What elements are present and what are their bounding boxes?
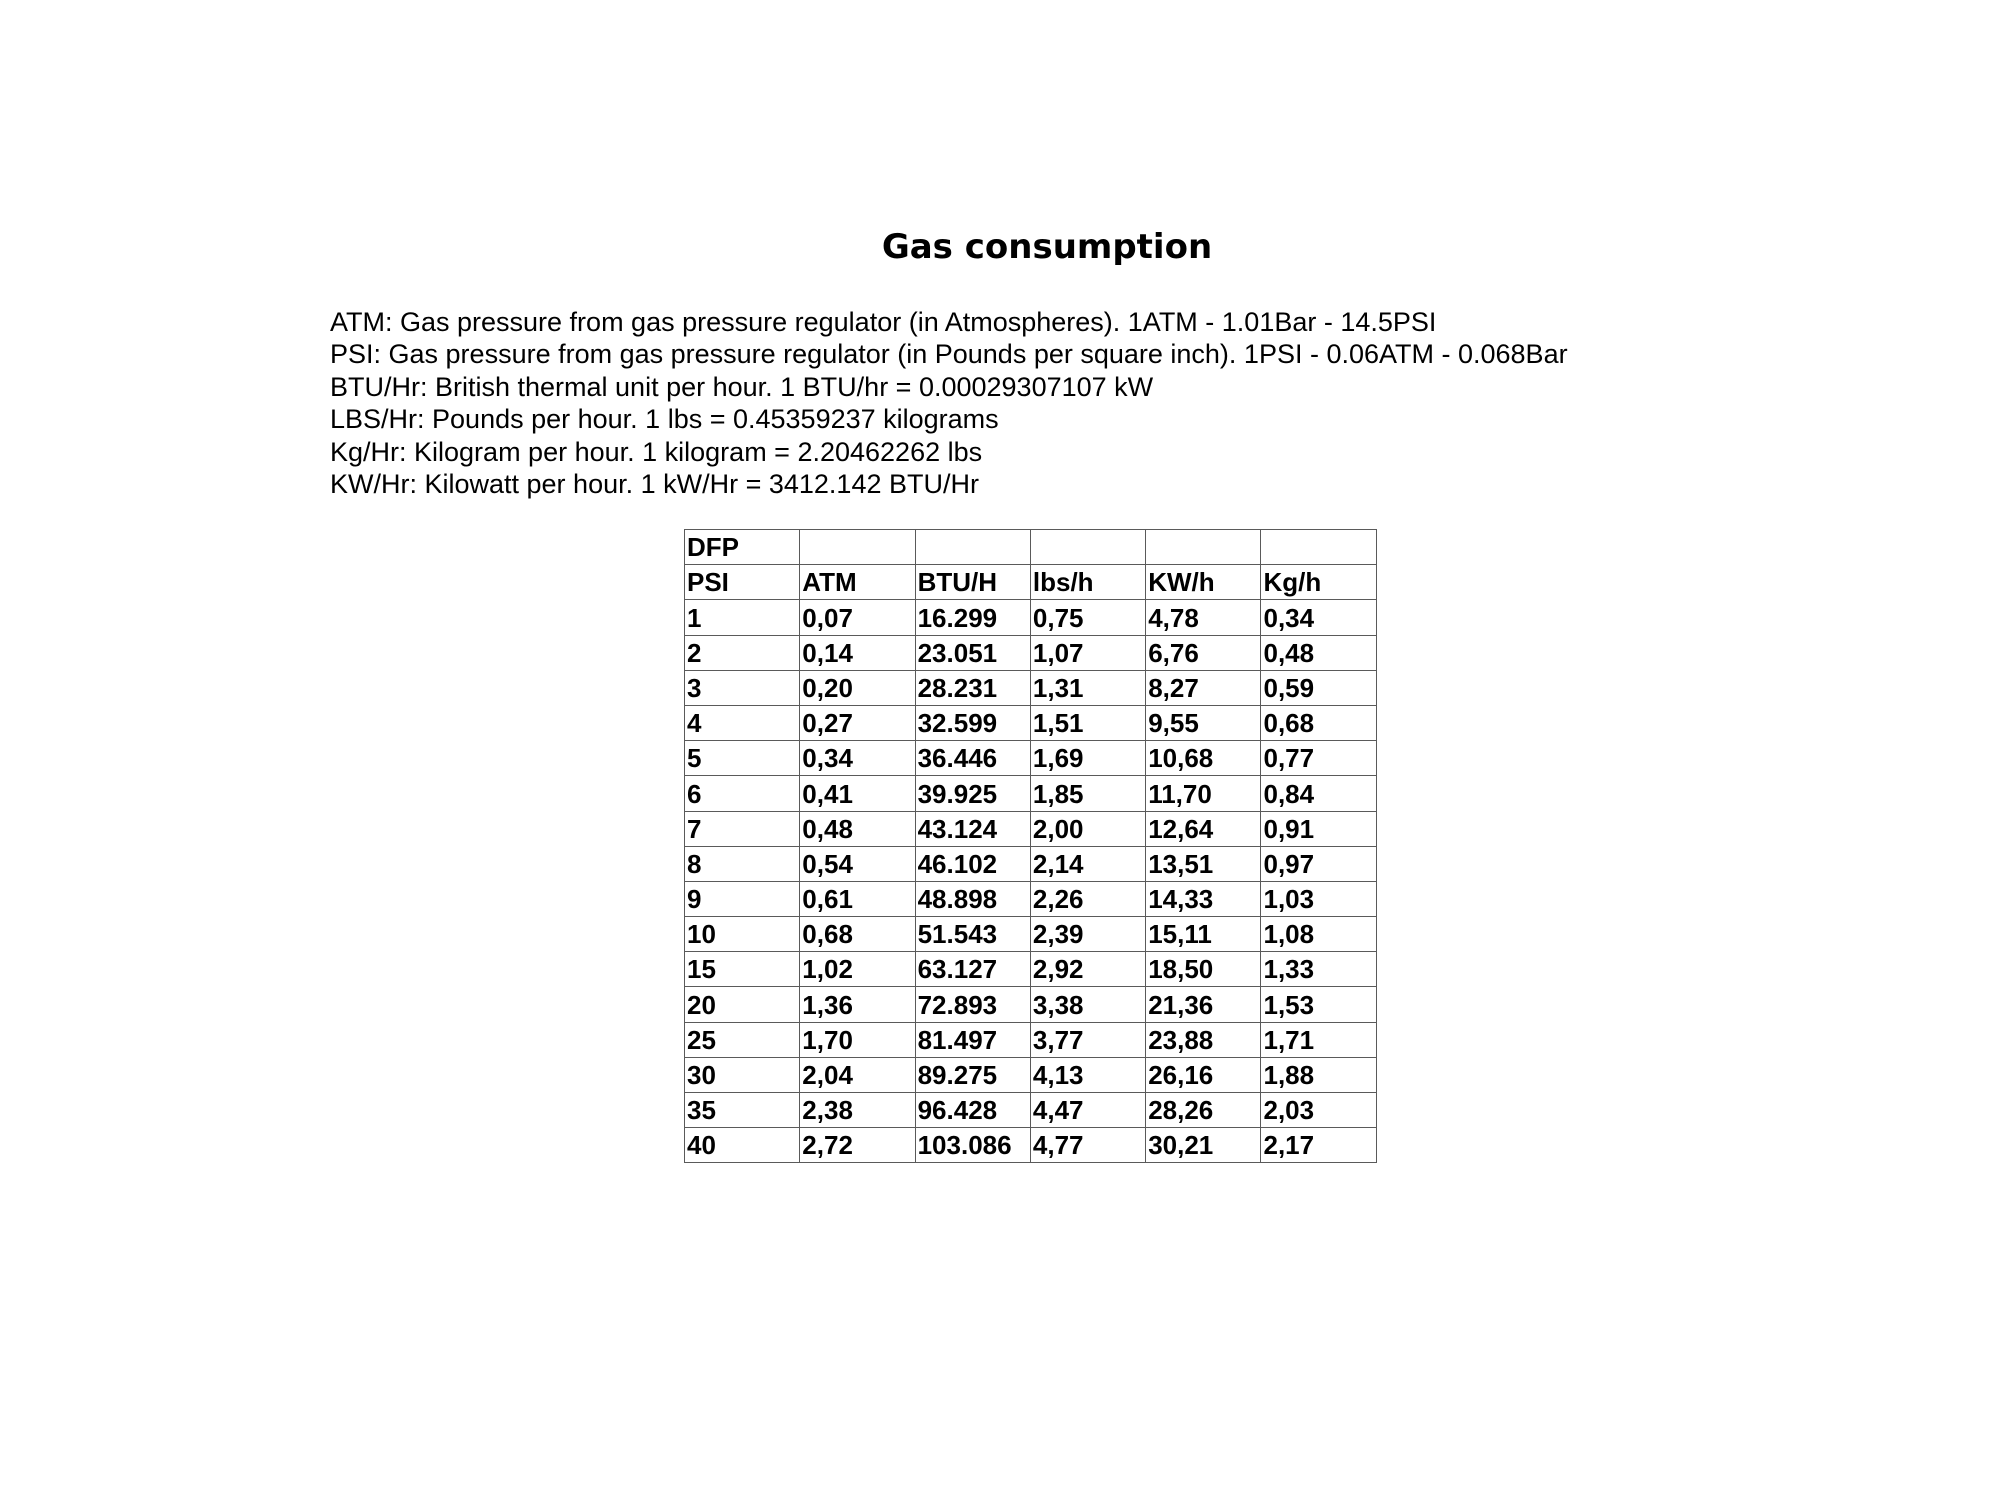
table-cell: 3,38	[1030, 987, 1145, 1022]
table-cell: 2,04	[800, 1057, 915, 1092]
table-cell: 89.275	[915, 1057, 1030, 1092]
table-cell: 16.299	[915, 600, 1030, 635]
model-row	[685, 530, 1377, 565]
table-cell: 11,70	[1146, 776, 1261, 811]
table-cell: 0,34	[1261, 600, 1376, 635]
table-cell: 20	[685, 987, 800, 1022]
table-cell: 51.543	[915, 917, 1030, 952]
table-cell: 1,33	[1261, 952, 1376, 987]
table-cell: 1,85	[1030, 776, 1145, 811]
table-cell: 15,11	[1146, 917, 1261, 952]
table-cell: 40	[685, 1128, 800, 1163]
table-cell: 2,14	[1030, 846, 1145, 881]
table-row	[685, 600, 1377, 635]
table-cell: 0,34	[800, 741, 915, 776]
table-row	[685, 1093, 1377, 1128]
table-cell: 1,03	[1261, 881, 1376, 916]
table-cell: 2,72	[800, 1128, 915, 1163]
table-cell: 0,27	[800, 705, 915, 740]
table-cell: 2,26	[1030, 881, 1145, 916]
table-cell: 2,00	[1030, 811, 1145, 846]
table-cell: 4,13	[1030, 1057, 1145, 1092]
model-cell	[1261, 530, 1376, 565]
definition-btu-hr: BTU/Hr: British thermal unit per hour. 1 BTU/hr = 0.00029307107 kW	[330, 371, 1154, 402]
page-title: Gas consumption	[881, 227, 1213, 267]
table-cell: 15	[685, 952, 800, 987]
gas-consumption-table	[684, 529, 1377, 1163]
table-cell: 0,84	[1261, 776, 1376, 811]
table-row	[685, 635, 1377, 670]
table-cell: 1,71	[1261, 1022, 1376, 1057]
table-cell: 46.102	[915, 846, 1030, 881]
definition-lbs-hr: LBS/Hr: Pounds per hour. 1 lbs = 0.45359237 kilograms	[330, 404, 999, 435]
table-cell: 13,51	[1146, 846, 1261, 881]
table-cell: 5	[685, 741, 800, 776]
table-cell: 43.124	[915, 811, 1030, 846]
table-cell: 1,31	[1030, 670, 1145, 705]
table-cell: 1,02	[800, 952, 915, 987]
column-header: BTU/H	[915, 565, 1030, 600]
table-cell: 4,78	[1146, 600, 1261, 635]
table-cell: 12,64	[1146, 811, 1261, 846]
table-cell: 0,54	[800, 846, 915, 881]
table-cell: 1,51	[1030, 705, 1145, 740]
table-row	[685, 776, 1377, 811]
table-cell: 39.925	[915, 776, 1030, 811]
table-cell: 4	[685, 705, 800, 740]
table-cell: 0,07	[800, 600, 915, 635]
table-cell: 0,59	[1261, 670, 1376, 705]
table-cell: 0,75	[1030, 600, 1145, 635]
table-cell: 8,27	[1146, 670, 1261, 705]
column-header: ATM	[800, 565, 915, 600]
definition-psi: PSI: Gas pressure from gas pressure regulator (in Pounds per square inch). 1PSI - 0.06ATM - 0.068Bar	[330, 339, 1568, 370]
table-cell: 7	[685, 811, 800, 846]
table-cell: 0,77	[1261, 741, 1376, 776]
table-cell: 2	[685, 635, 800, 670]
table-cell: 3	[685, 670, 800, 705]
table-cell: 0,20	[800, 670, 915, 705]
column-header: KW/h	[1146, 565, 1261, 600]
table-cell: 96.428	[915, 1093, 1030, 1128]
table-row	[685, 846, 1377, 881]
table-cell: 36.446	[915, 741, 1030, 776]
table-row	[685, 1128, 1377, 1163]
table-cell: 1,53	[1261, 987, 1376, 1022]
table-cell: 28.231	[915, 670, 1030, 705]
table-cell: 2,38	[800, 1093, 915, 1128]
table-cell: 21,36	[1146, 987, 1261, 1022]
table-cell: 81.497	[915, 1022, 1030, 1057]
table-row	[685, 917, 1377, 952]
column-header: PSI	[685, 565, 800, 600]
table-row	[685, 741, 1377, 776]
table-cell: 0,68	[1261, 705, 1376, 740]
table-cell: 8	[685, 846, 800, 881]
table-cell: 23,88	[1146, 1022, 1261, 1057]
table-cell: 28,26	[1146, 1093, 1261, 1128]
table-row	[685, 705, 1377, 740]
table-cell: 14,33	[1146, 881, 1261, 916]
table-row	[685, 1022, 1377, 1057]
definition-kw-hr: KW/Hr: Kilowatt per hour. 1 kW/Hr = 3412.142 BTU/Hr	[330, 469, 979, 500]
table-cell: 1,07	[1030, 635, 1145, 670]
table-cell: 18,50	[1146, 952, 1261, 987]
table-row	[685, 881, 1377, 916]
table-cell: 103.086	[915, 1128, 1030, 1163]
definition-kg-hr: Kg/Hr: Kilogram per hour. 1 kilogram = 2.20462262 lbs	[330, 436, 983, 467]
table-cell: 2,17	[1261, 1128, 1376, 1163]
table-cell: 1,69	[1030, 741, 1145, 776]
table-cell: 0,61	[800, 881, 915, 916]
table-cell: 1,70	[800, 1022, 915, 1057]
table-cell: 30,21	[1146, 1128, 1261, 1163]
table-cell: 0,14	[800, 635, 915, 670]
table-cell: 1,36	[800, 987, 915, 1022]
model-cell	[1146, 530, 1261, 565]
table-cell: 6	[685, 776, 800, 811]
table-cell: 2,39	[1030, 917, 1145, 952]
table-cell: 1	[685, 600, 800, 635]
table-cell: 72.893	[915, 987, 1030, 1022]
table-body	[685, 530, 1377, 1163]
model-cell	[1030, 530, 1145, 565]
header-row	[685, 565, 1377, 600]
table-cell: 0,48	[1261, 635, 1376, 670]
table-cell: 0,68	[800, 917, 915, 952]
column-header: lbs/h	[1030, 565, 1145, 600]
table-row	[685, 1057, 1377, 1092]
table-cell: 4,77	[1030, 1128, 1145, 1163]
table-cell: 10	[685, 917, 800, 952]
table-cell: 1,08	[1261, 917, 1376, 952]
table-cell: 4,47	[1030, 1093, 1145, 1128]
model-cell	[800, 530, 915, 565]
table-cell: 0,91	[1261, 811, 1376, 846]
table-row	[685, 811, 1377, 846]
table-row	[685, 952, 1377, 987]
table-cell: 9,55	[1146, 705, 1261, 740]
table-cell: 3,77	[1030, 1022, 1145, 1057]
table-cell: 1,88	[1261, 1057, 1376, 1092]
table-cell: 32.599	[915, 705, 1030, 740]
table-cell: 26,16	[1146, 1057, 1261, 1092]
model-cell	[915, 530, 1030, 565]
table-row	[685, 987, 1377, 1022]
table-cell: 63.127	[915, 952, 1030, 987]
definition-atm: ATM: Gas pressure from gas pressure regulator (in Atmospheres). 1ATM - 1.01Bar - 14.5PSI	[330, 307, 1437, 337]
table-cell: 0,48	[800, 811, 915, 846]
table-cell: 9	[685, 881, 800, 916]
table-cell: 0,97	[1261, 846, 1376, 881]
table-cell: 25	[685, 1022, 800, 1057]
table-cell: 48.898	[915, 881, 1030, 916]
table-cell: 10,68	[1146, 741, 1261, 776]
table-cell: 30	[685, 1057, 800, 1092]
column-header: Kg/h	[1261, 565, 1376, 600]
table-cell: 35	[685, 1093, 800, 1128]
table-cell: 0,41	[800, 776, 915, 811]
table-cell: 2,03	[1261, 1093, 1376, 1128]
table-row	[685, 670, 1377, 705]
table-cell: 6,76	[1146, 635, 1261, 670]
model-cell: DFP	[685, 530, 800, 565]
table-cell: 23.051	[915, 635, 1030, 670]
table-cell: 2,92	[1030, 952, 1145, 987]
unit-definitions	[330, 306, 1568, 500]
